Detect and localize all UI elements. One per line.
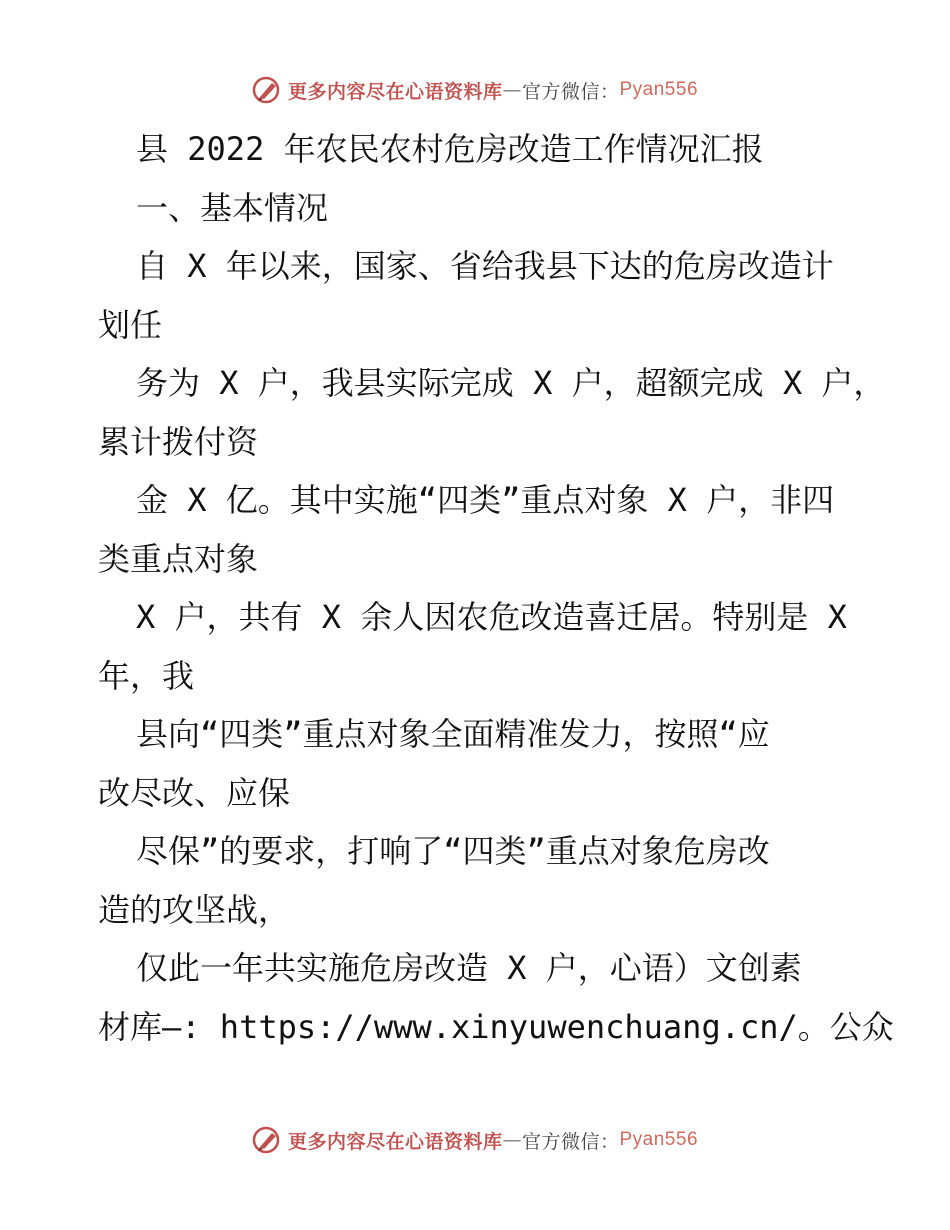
body-line: 材库—: https://www.xinyuwenchuang.cn/。公众	[98, 1007, 894, 1046]
pen-logo-icon	[252, 75, 282, 105]
body-line: 金 X 亿。其中实施“四类”重点对象 X 户，非四	[136, 481, 835, 519]
footer-banner	[0, 1120, 950, 1160]
banner-promo-text: 更多内容尽在心语资料库	[287, 80, 503, 103]
document-body	[98, 120, 894, 1056]
banner-wechat-handle: Pyan556	[619, 79, 699, 100]
body-line: 改尽改、应保	[98, 773, 291, 812]
body-line: 仅此一年共实施危房改造 X 户，心语）文创素	[136, 949, 802, 987]
banner-promo-text: 更多内容尽在心语资料库	[287, 1130, 503, 1153]
header-banner	[0, 70, 950, 110]
pen-logo-icon	[252, 1125, 282, 1155]
body-line: 造的攻坚战，	[98, 890, 291, 929]
document-title: 县 2022 年农民农村危房改造工作情况汇报	[136, 130, 764, 168]
banner-wechat-handle: Pyan556	[619, 1129, 699, 1150]
body-line: 年，我	[98, 656, 195, 695]
section-heading: 一、基本情况	[136, 188, 329, 227]
body-line: 划任	[98, 305, 163, 344]
body-line: 类重点对象	[98, 539, 259, 578]
body-line: 务为 X 户，我县实际完成 X 户，超额完成 X 户，	[136, 364, 886, 402]
body-line: 累计拨付资	[98, 422, 259, 461]
banner-official-label: 官方微信：	[521, 80, 620, 103]
body-line: X 户，共有 X 余人因农危改造喜迁居。特别是 X	[136, 598, 847, 636]
body-line: 自 X 年以来，国家、省给我县下达的危房改造计	[136, 247, 834, 285]
banner-dash: —	[502, 79, 522, 101]
banner-official-label: 官方微信：	[521, 1130, 620, 1153]
body-line: 县向“四类”重点对象全面精准发力，按照“应	[136, 715, 770, 753]
banner-dash: —	[502, 1129, 522, 1151]
body-line: 尽保”的要求，打响了“四类”重点对象危房改	[136, 832, 770, 870]
